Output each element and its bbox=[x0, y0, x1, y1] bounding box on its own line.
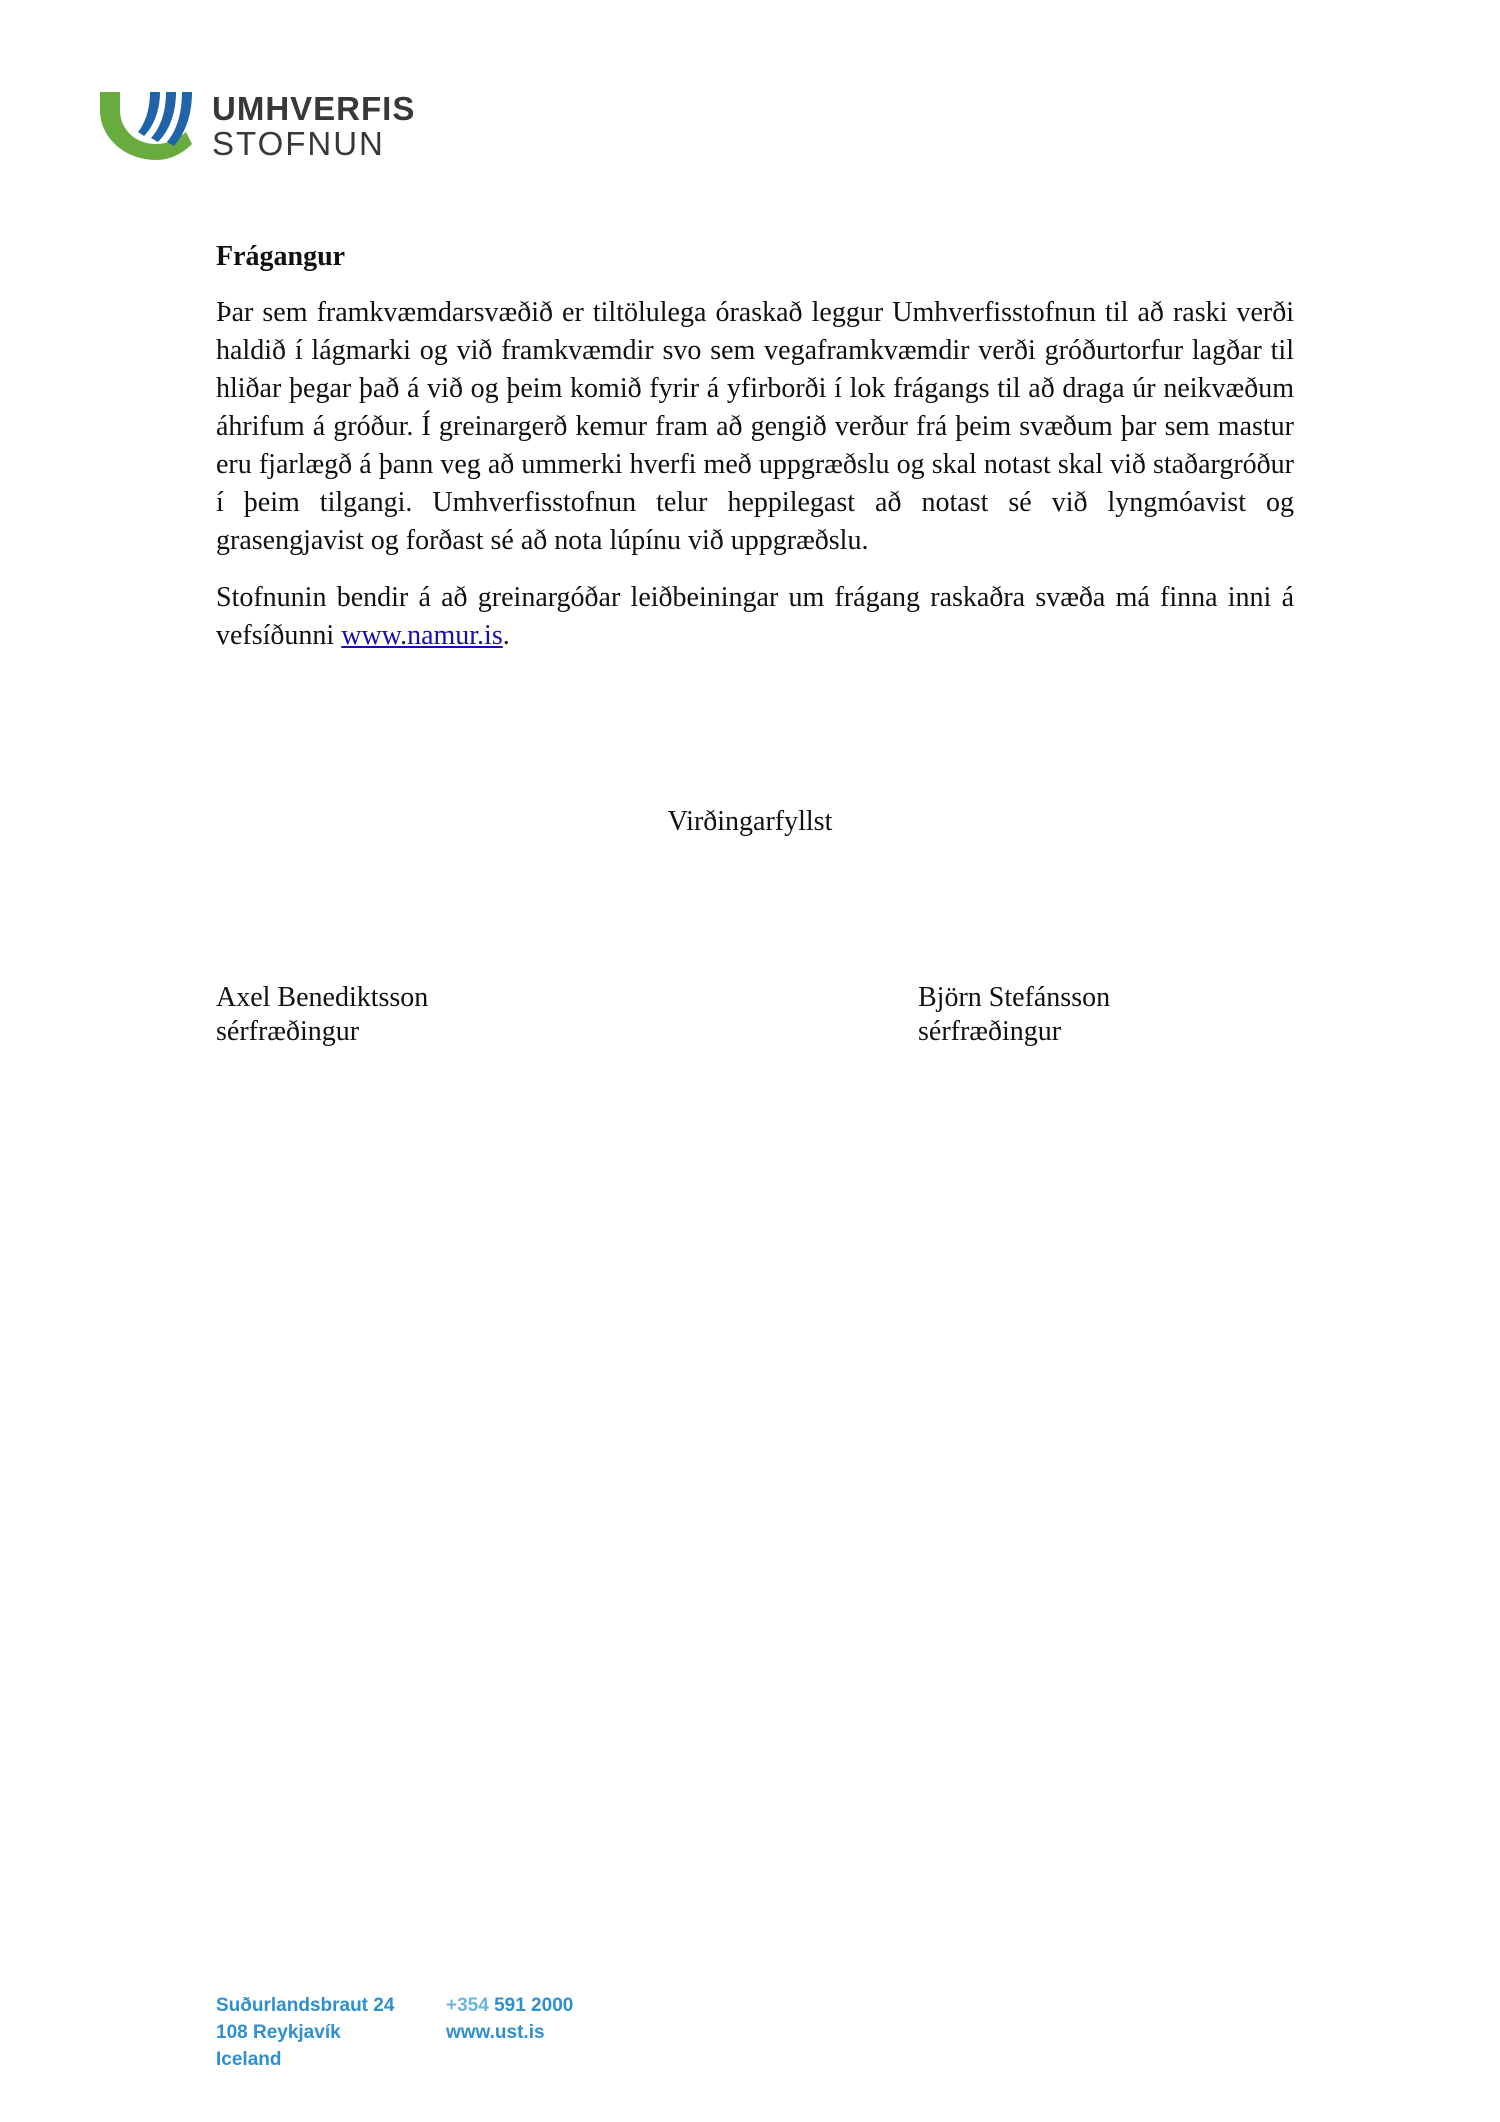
logo-line-2: STOFNUN bbox=[212, 125, 385, 162]
footer-street: Suðurlandsbraut 24 bbox=[216, 1995, 395, 2016]
logo-line-1: UMHVERFIS bbox=[212, 90, 416, 127]
signatory-name: Björn Stefánsson bbox=[918, 982, 1111, 1013]
paragraph-1: Þar sem framkvæmdarsvæðið er tiltölulega óraskað leggur Umhverfisstofnun til að raski verði haldið í lágmarki og við framkvæmdir svo sem vegaframkvæmdir verði gróðurtorfur lagðar til hliðar þegar það á við og þeim komið fyrir á yfirborði í lok frágangs til að draga úr neikvæðum áhrifum á gróður. Í greinargerð kemur fram að gengið verður frá þeim svæðum þar sem mastur eru fjarlægð á þann veg að ummerki hverfi með uppgræðslu og skal notast skal við staðargróður í þeim tilgangi. Umhverfisstofnun telur heppilegast að notast sé við lyngmóavist og grasengjavist og forðast sé að nota lúpínu við uppgræðslu. bbox=[216, 297, 1294, 556]
logo-wordmark bbox=[212, 92, 415, 160]
signature-block-right bbox=[918, 981, 1110, 1049]
namur-link[interactable]: www.namur.is bbox=[341, 620, 503, 651]
phone-prefix: +354 bbox=[446, 1995, 489, 2016]
footer-contact bbox=[446, 1992, 573, 2046]
paragraph-2-text: Stofnunin bendir á að greinargóðar leiðbeiningar um frágang raskaðra svæða má finna inni á vefsíðunni bbox=[216, 582, 1294, 651]
footer-city: 108 Reykjavík bbox=[216, 2022, 341, 2043]
section-heading: Frágangur bbox=[216, 241, 346, 272]
phone-number: 591 2000 bbox=[494, 1995, 574, 2016]
organization-logo bbox=[100, 92, 440, 162]
paragraph-2-end: . bbox=[502, 620, 510, 651]
signature-block-left bbox=[216, 981, 428, 1049]
footer-website[interactable]: www.ust.is bbox=[446, 2022, 545, 2043]
signatory-name: Axel Benediktsson bbox=[216, 982, 429, 1013]
closing-salutation: Virðingarfyllst bbox=[667, 806, 833, 837]
umhverfisstofnun-logo-icon bbox=[100, 92, 200, 162]
paragraph-2 bbox=[216, 579, 1294, 655]
footer-country: Iceland bbox=[216, 2049, 282, 2070]
signatory-title: sérfræðingur bbox=[918, 1016, 1062, 1047]
signatory-title: sérfræðingur bbox=[216, 1016, 360, 1047]
letter-body bbox=[216, 238, 1294, 674]
footer-phone bbox=[446, 1992, 573, 2019]
footer-address bbox=[216, 1992, 394, 2073]
